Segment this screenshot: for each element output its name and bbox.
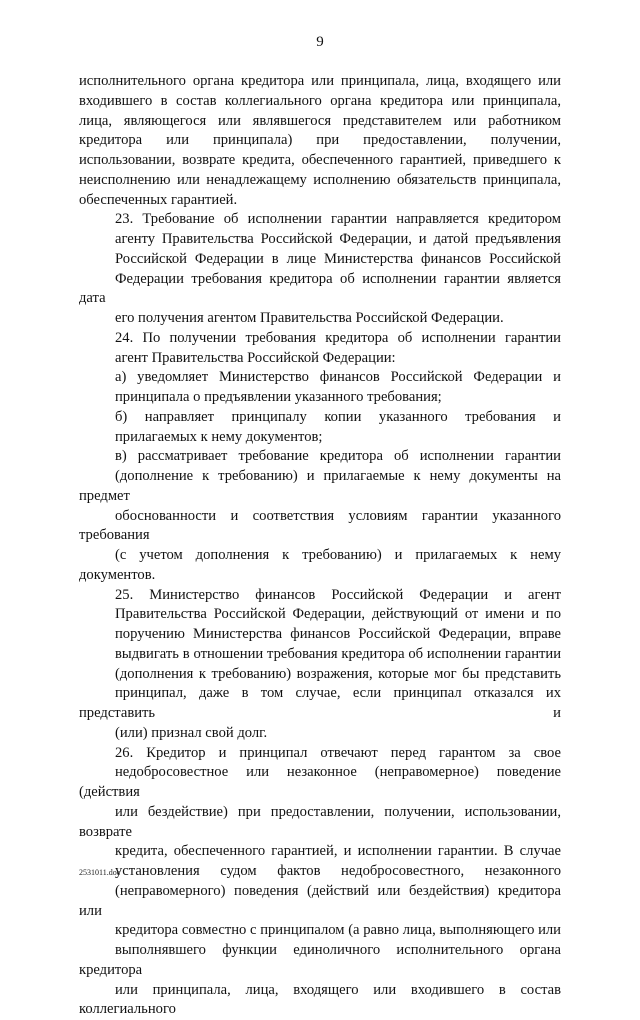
- text-line: 24. По получении требования кредитора об исполнении гарантии: [79, 329, 561, 349]
- text-line: (дополнение к требованию) и прилагаемые к нему документы на предмет: [79, 467, 561, 507]
- text-line: выдвигать в отношении требования кредитора об исполнении гарантии: [79, 645, 561, 665]
- text-line: Федерации требования кредитора об исполнении гарантии является дата: [79, 270, 561, 310]
- text-line: лица, являющегося или являвшегося представителем или работником: [79, 112, 561, 132]
- text-line: агент Правительства Российской Федерации:: [79, 349, 561, 369]
- text-line: (с учетом дополнения к требованию) и прилагаемых к нему документов.: [79, 546, 561, 586]
- paragraph-clause-25: [79, 586, 561, 744]
- text-line: входившего в состав коллегиального органа кредитора или принципала,: [79, 92, 561, 112]
- paragraph-clause-26: [79, 744, 561, 1020]
- text-line: кредитора или принципала) при предоставлении, получении,: [79, 131, 561, 151]
- text-line: принципала о предъявлении указанного требования;: [79, 388, 561, 408]
- text-line: или принципала, лица, входящего или входившего в состав коллегиального: [79, 981, 561, 1020]
- text-line: Правительства Российской Федерации, действующий от имени и по: [79, 605, 561, 625]
- text-line: а) уведомляет Министерство финансов Российской Федерации и: [79, 368, 561, 388]
- text-line: обоснованности и соответствия условиям гарантии указанного требования: [79, 507, 561, 547]
- text-line: 25. Министерство финансов Российской Федерации и агент: [79, 586, 561, 606]
- text-line: обеспеченных гарантией.: [79, 191, 561, 211]
- document-body: [79, 72, 561, 1020]
- text-line: кредита, обеспеченного гарантией, и исполнении гарантии. В случае: [79, 842, 561, 862]
- text-line: агенту Правительства Российской Федерации, и датой предъявления: [79, 230, 561, 250]
- text-line: (неправомерного) поведения (действий или бездействия) кредитора или: [79, 882, 561, 922]
- text-line: использовании, возврате кредита, обеспеченного гарантией, приведшего к: [79, 151, 561, 171]
- text-line: его получения агентом Правительства Российской Федерации.: [79, 309, 561, 329]
- paragraph-clause-24: [79, 329, 561, 369]
- text-line: неисполнению или ненадлежащему исполнению обязательств принципала,: [79, 171, 561, 191]
- text-line: принципал, даже в том случае, если принципал отказался их представить и: [79, 684, 561, 724]
- text-line: б) направляет принципалу копии указанного требования и: [79, 408, 561, 428]
- text-line: в) рассматривает требование кредитора об исполнении гарантии: [79, 447, 561, 467]
- text-line: (или) признал свой долг.: [79, 724, 561, 744]
- text-line: Российской Федерации в лице Министерства финансов Российской: [79, 250, 561, 270]
- text-line: или бездействие) при предоставлении, получении, использовании, возврате: [79, 803, 561, 843]
- text-line: (дополнения к требованию) возражения, которые мог бы представить: [79, 665, 561, 685]
- paragraph-continuation: [79, 72, 561, 210]
- paragraph-item-b: [79, 408, 561, 448]
- text-line: недобросовестное или незаконное (неправомерное) поведение (действия: [79, 763, 561, 803]
- text-line: выполнявшего функции единоличного исполнительного органа кредитора: [79, 941, 561, 981]
- paragraph-item-a: [79, 368, 561, 408]
- text-line: 23. Требование об исполнении гарантии направляется кредитором: [79, 210, 561, 230]
- page-number: 9: [0, 34, 640, 51]
- footer-filename: 2531011.doc: [79, 868, 120, 877]
- paragraph-clause-23: [79, 210, 561, 329]
- text-line: установления судом фактов недобросовестного, незаконного: [79, 862, 561, 882]
- paragraph-item-v: [79, 447, 561, 585]
- text-line: кредитора совместно с принципалом (а равно лица, выполняющего или: [79, 921, 561, 941]
- text-line: прилагаемых к нему документов;: [79, 428, 561, 448]
- text-line: исполнительного органа кредитора или принципала, лица, входящего или: [79, 72, 561, 92]
- text-line: 26. Кредитор и принципал отвечают перед гарантом за свое: [79, 744, 561, 764]
- text-line: поручению Министерства финансов Российской Федерации, вправе: [79, 625, 561, 645]
